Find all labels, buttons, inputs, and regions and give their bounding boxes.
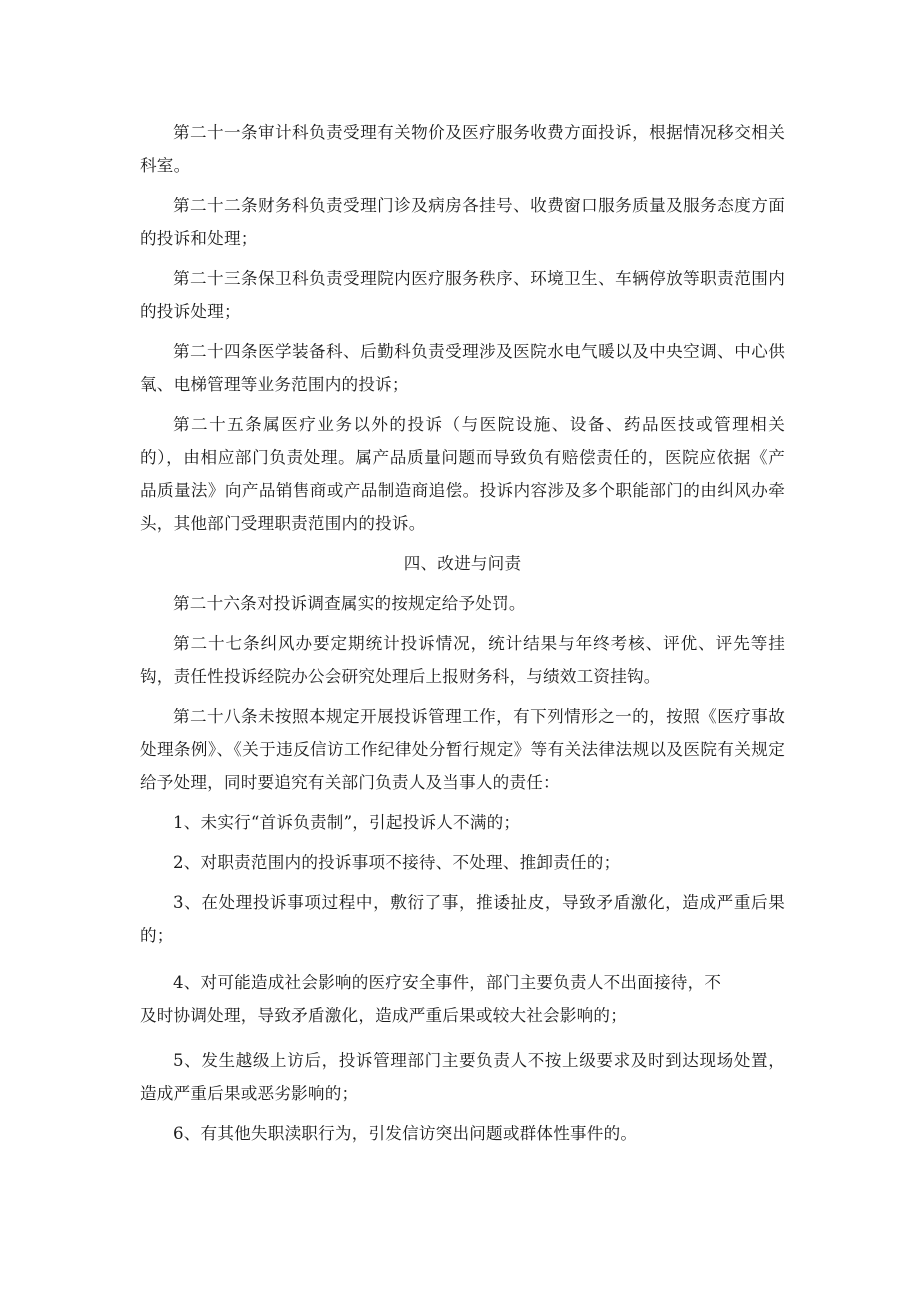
list-item-4-line-2: 及时协调处理，导致矛盾激化，造成严重后果或较大社会影响的； <box>140 1006 628 1025</box>
section-heading: 四、改进与问责 <box>403 554 522 573</box>
article-21: 第二十一条审计科负责受理有关物价及医疗服务收费方面投诉，根据情况移交相关科室。 <box>140 123 785 175</box>
article-22: 第二十二条财务科负责受理门诊及病房各挂号、收费窗口服务质量及服务态度方面的投诉和处理； <box>140 196 785 248</box>
list-item-5: 5、发生越级上访后，投诉管理部门主要负责人不按上级要求及时到达现场处置，造成严重后果或恶劣影响的； <box>140 1051 785 1103</box>
list-item-6: 6、有其他失职渎职行为，引发信访突出问题或群体性事件的。 <box>173 1124 638 1143</box>
document-body <box>140 116 785 1157</box>
article-23: 第二十三条保卫科负责受理院内医疗服务秩序、环境卫生、车辆停放等职责范围内的投诉处理； <box>140 269 785 321</box>
article-25: 第二十五条属医疗业务以外的投诉（与医院设施、设备、药品医技或管理相关的），由相应部门负责处理。属产品质量问题而导致负有赔偿责任的，医院应依据《产品质量法》向产品销售商或产品制造商追偿。投诉内容涉及多个职能部门的由纠风办牵头，其他部门受理职责范围内的投诉。 <box>140 415 785 533</box>
list-item-4-line-1: 4、对可能造成社会影响的医疗安全事件，部门主要负责人不出面接待，不 <box>173 973 722 992</box>
list-item-3: 3、在处理投诉事项过程中，敷衍了事，推诿扯皮，导致矛盾激化，造成严重后果的； <box>140 893 785 945</box>
article-27: 第二十七条纠风办要定期统计投诉情况，统计结果与年终考核、评优、评先等挂钩，责任性投诉经院办公会研究处理后上报财务科，与绩效工资挂钩。 <box>140 634 785 686</box>
list-item-1: 1、未实行“首诉负责制”，引起投诉人不满的； <box>173 813 521 832</box>
article-26: 第二十六条对投诉调查属实的按规定给予处罚。 <box>173 594 526 613</box>
article-28: 第二十八条未按照本规定开展投诉管理工作，有下列情形之一的，按照《医疗事故处理条例》、《关于违反信访工作纪律处分暂行规定》等有关法律法规以及医院有关规定给予处理，同时要追究有关部门负责人及当事人的责任： <box>140 707 785 792</box>
list-item-2: 2、对职责范围内的投诉事项不接待、不处理、推卸责任的； <box>173 853 621 872</box>
article-24: 第二十四条医学装备科、后勤科负责受理涉及医院水电气暖以及中央空调、中心供氧、电梯管理等业务范围内的投诉； <box>140 342 785 394</box>
